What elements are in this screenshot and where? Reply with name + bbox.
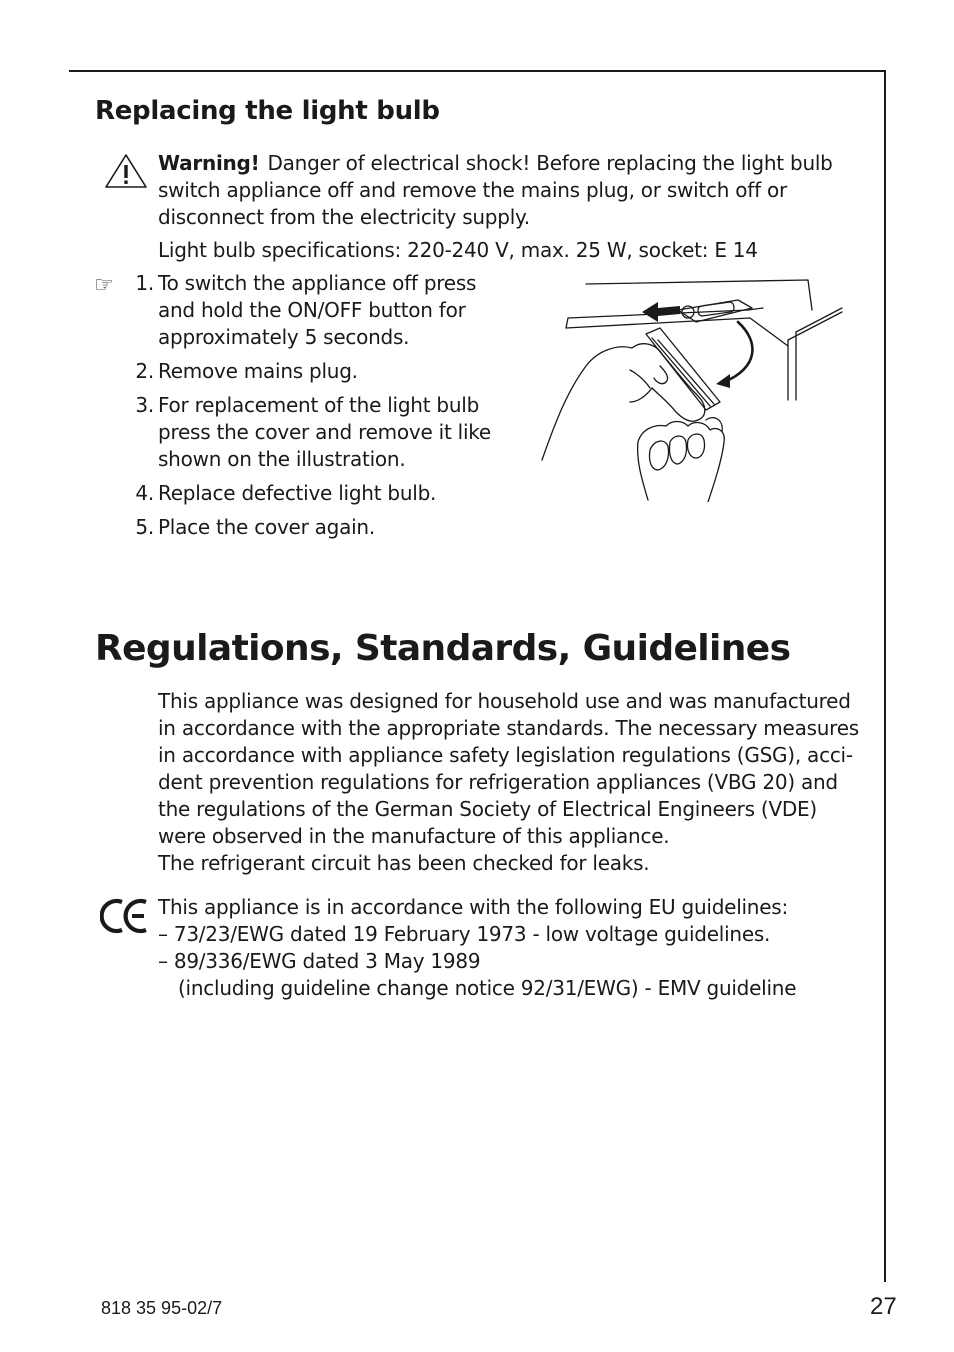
list-item [122,392,502,473]
warning-paragraph [158,150,858,231]
step-text: Remove mains plug. [158,359,358,383]
list-item [122,514,502,541]
eu-line-low-voltage: – 73/23/EWG dated 19 February 1973 - low voltage guidelines. [158,922,771,946]
eu-guidelines [158,894,858,1002]
ce-mark-icon [100,896,152,936]
step-number: 2. [135,359,154,383]
right-rule [884,70,886,1282]
step-number: 4. [135,481,154,505]
warning-text: Danger of electrical shock! Before replacing the light bulb switch appliance off and remove the mains plug, or switch off or disconnect from the electricity supply. [158,151,833,229]
pointing-hand-icon: ☞ [94,273,114,298]
step-text: Replace defective light bulb. [158,481,437,505]
regulations-text: This appliance was designed for household use and was manufactured in accordance with the appropriate standards. The necessary measures in accordance with appliance safety legislation regulations (GSG), acci-dent prevention regulations for refrigeration appliances (VBG 20) and the regulations of the German Society of Electrical Engineers (VDE) were observed in the manufacture of this appliance. [158,689,859,848]
bulb-replacement-illustration [538,270,850,502]
list-item [122,270,502,351]
warning-triangle-icon [104,153,148,189]
section-heading-light-bulb: Replacing the light bulb [95,96,440,126]
step-text: To switch the appliance off press and hold the ON/OFF button for approximately 5 seconds. [158,271,477,349]
page-number: 27 [870,1293,897,1320]
eu-line-emv: – 89/336/EWG dated 3 May 1989 [158,949,481,973]
steps-list [122,270,502,548]
step-number: 3. [135,393,154,417]
leak-note: The refrigerant circuit has been checked for leaks. [158,851,650,875]
step-text: For replacement of the light bulb press the cover and remove it like shown on the illustration. [158,393,491,471]
eu-intro: This appliance is in accordance with the following EU guidelines: [158,895,788,919]
top-rule [69,70,886,72]
document-code: 818 35 95-02/7 [101,1298,223,1318]
section-heading-regulations: Regulations, Standards, Guidelines [95,628,791,669]
eu-line-emv-note: (including guideline change notice 92/31/EWG) - EMV guideline [178,976,797,1000]
regulations-paragraph [158,688,868,877]
step-number: 1. [135,271,154,295]
step-text: Place the cover again. [158,515,375,539]
bulb-specifications: Light bulb specifications: 220-240 V, max. 25 W, socket: E 14 [158,238,758,262]
warning-label: Warning! [158,151,260,175]
list-item [122,480,502,507]
list-item [122,358,502,385]
step-number: 5. [135,515,154,539]
